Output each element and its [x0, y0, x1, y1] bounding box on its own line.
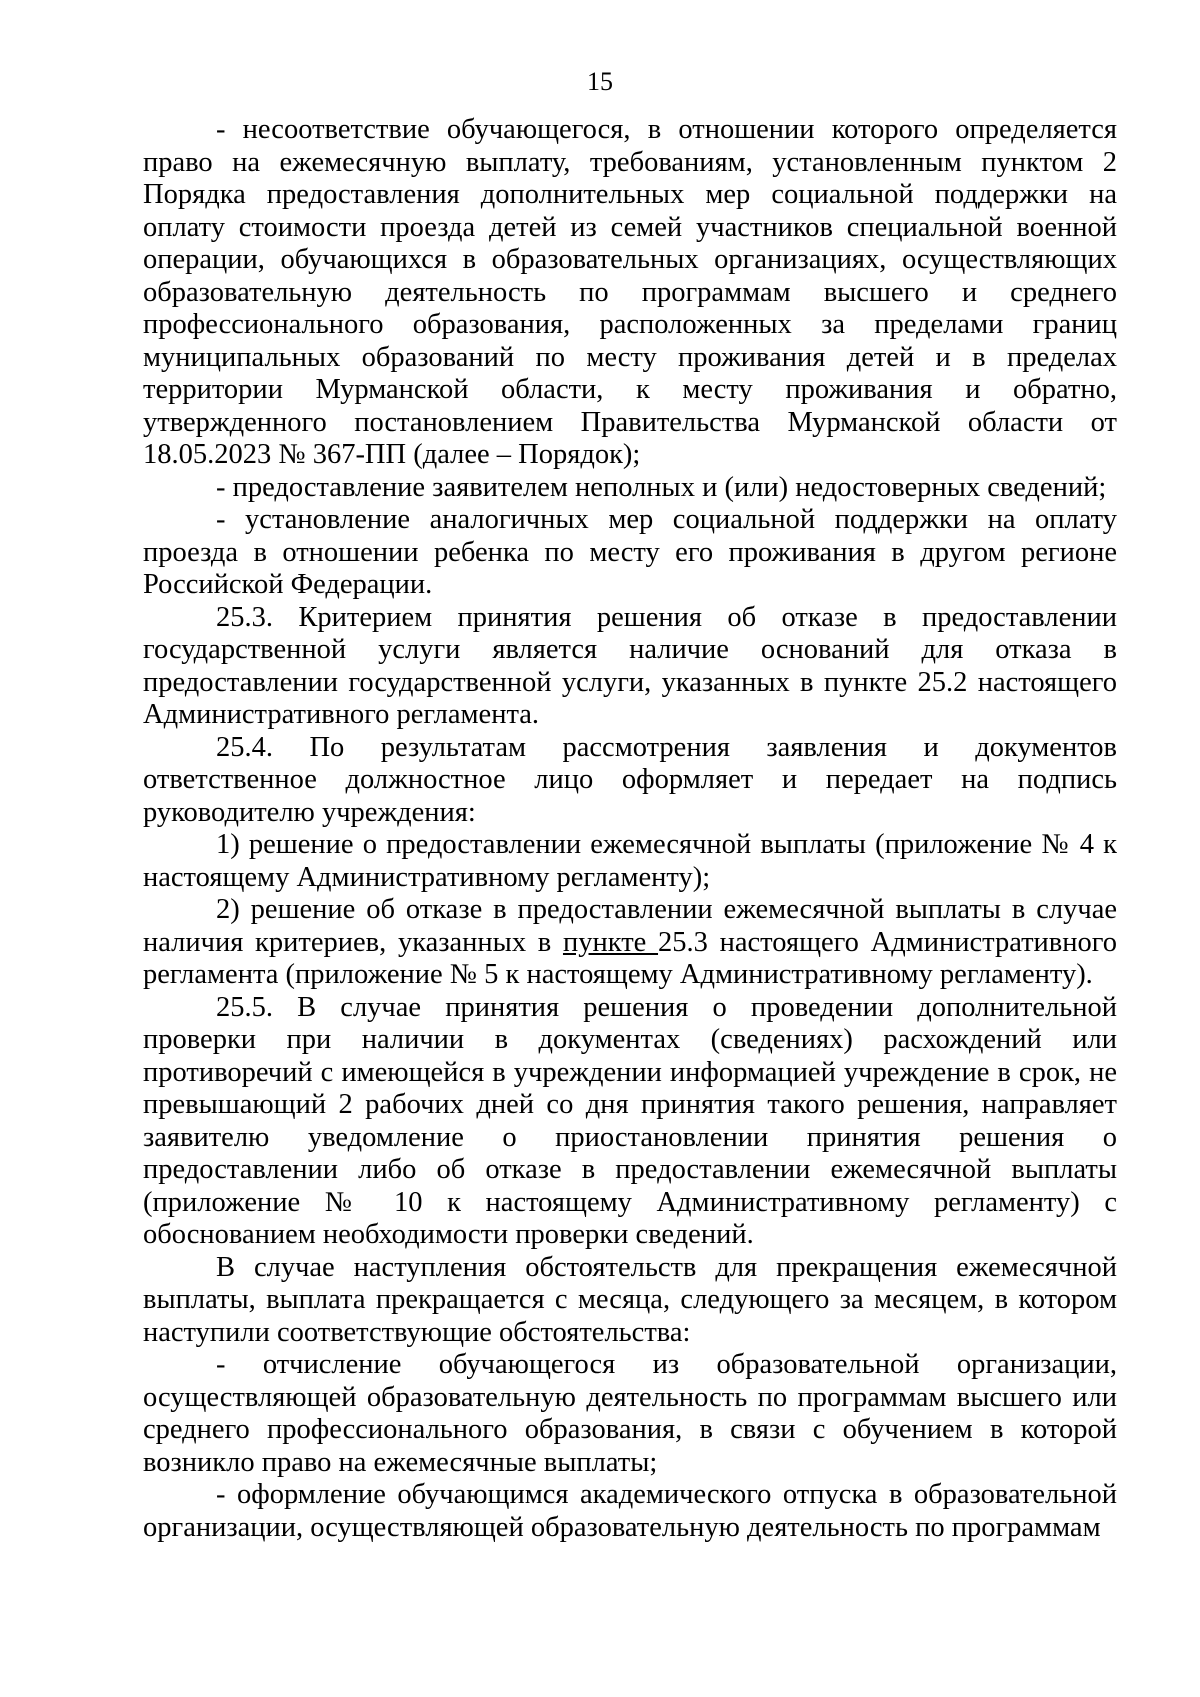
paragraph-analogous-measures: - установление аналогичных мер социальной поддержки на оплату проезда в отношении ребенка по месту его проживания в другом регионе Российской Федерации.	[143, 504, 1117, 600]
paragraph-25-3: 25.3. Критерием принятия решения об отказе в предоставлении государственной услуги является наличие оснований для отказа в предоставлении государственной услуги, указанных в пункте 25.2 настоящего Административного регламента.	[143, 601, 1117, 730]
paragraph-termination-circumstances: В случае наступления обстоятельств для прекращения ежемесячной выплаты, выплата прекращается с месяца, следующего за месяцем, в котором наступили соответствующие обстоятельства:	[143, 1251, 1117, 1348]
clause-reference-link[interactable]: пункте	[562, 926, 659, 958]
paragraph-incomplete-info: - предоставление заявителем неполных и (или) недостоверных сведений;	[216, 471, 1107, 503]
decision-refusal-text-end: 25.3 настоящего Административного регламента (приложение № 5 к настоящему Административному регламенту).	[143, 926, 1117, 990]
paragraph-decision-grant: 1) решение о предоставлении ежемесячной выплаты (приложение № 4 к настоящему Административному регламенту);	[143, 829, 1117, 893]
document-body	[143, 114, 1117, 1544]
paragraph-25-4: 25.4. По результатам рассмотрения заявления и документов ответственное должностное лицо оформляет и передает на подпись руководителю учреждения:	[143, 731, 1117, 828]
paragraph-25-5: 25.5. В случае принятия решения о проведении дополнительной проверки при наличии в документах (сведениях) расхождений или противоречий с имеющейся в учреждении информацией учреждение в срок, не превышающий 2 рабочих дней со дня принятия такого решения, направляет заявителю уведомление о приостановлении принятия решения о предоставлении либо об отказе в предоставлении ежемесячной выплаты (приложение № 10 к настоящему Административному регламенту) с обоснованием необходимости проверки сведений.	[143, 991, 1117, 1250]
paragraph-academic-leave: - оформление обучающимся академического отпуска в образовательной организации, осуществляющей образовательную деятельность по программам	[143, 1479, 1117, 1543]
paragraph-expulsion: - отчисление обучающегося из образовательной организации, осуществляющей образовательную деятельность по программам высшего или среднего профессионального образования, в связи с обучением в которой возникло право на ежемесячные выплаты;	[143, 1349, 1117, 1478]
paragraph-decision-refusal	[143, 894, 1117, 992]
page-number: 15	[587, 67, 613, 96]
decision-refusal-text-start: 2) решение об отказе в предоставлении ежемесячной выплаты в случае наличия критериев, указанных в	[143, 894, 1117, 958]
paragraph-mismatch-requirements: - несоответствие обучающегося, в отношении которого определяется право на ежемесячную выплату, требованиям, установленным пунктом 2 Порядка предоставления дополнительных мер социальной поддержки на оплату стоимости проезда детей из семей участников специальной военной операции, обучающихся в образовательных организациях, осуществляющих образовательную деятельность по программам высшего и среднего профессионального образования, расположенных за пределами границ муниципальных образований по месту проживания детей и в пределах территории Мурманской области, к месту проживания и обратно, утвержденного постановлением Правительства Мурманской области от 18.05.2023 № 367-ПП (далее – Порядок);	[143, 114, 1117, 470]
